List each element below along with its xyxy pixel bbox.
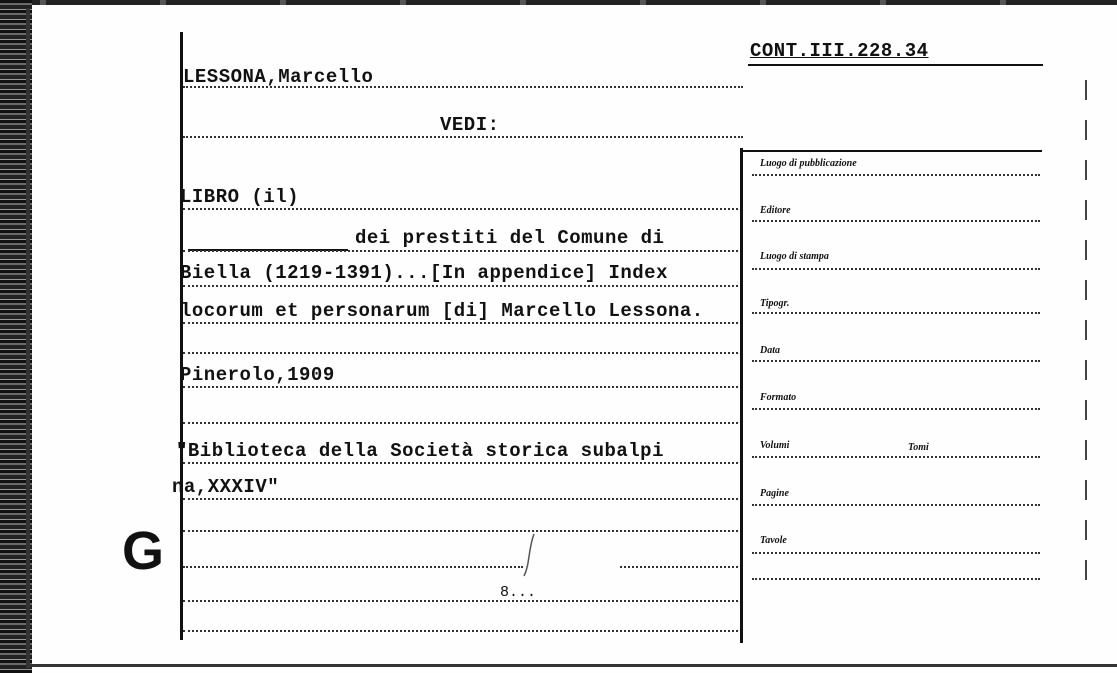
title-line-1: LIBRO (il) — [180, 186, 300, 208]
left-margin-rule — [180, 32, 183, 640]
text-line — [183, 422, 738, 424]
field-luogo-pubblicazione: Luogo di pubblicazione — [760, 158, 857, 169]
field-pagine: Pagine — [760, 488, 789, 499]
field-formato: Formato — [760, 392, 797, 403]
field-line — [752, 504, 1040, 506]
series-line-1: "Biblioteca della Società storica subalpi — [176, 440, 664, 462]
field-luogo-stampa: Luogo di stampa — [760, 251, 829, 262]
author-heading: LESSONA,Marcello — [183, 66, 374, 88]
text-line — [183, 462, 738, 464]
title-line-4: locorum et personarum [di] Marcello Lessona. — [180, 300, 704, 322]
text-line — [620, 566, 738, 568]
pencil-mark: 8... — [500, 584, 537, 601]
text-line — [183, 250, 738, 252]
vedi-label: VEDI: — [440, 114, 500, 136]
text-line — [183, 285, 738, 287]
field-line — [752, 360, 1040, 362]
section-letter: G — [122, 521, 165, 581]
text-line — [183, 352, 738, 354]
card-left-rule — [26, 8, 30, 668]
series-line-2: na,XXXIV" — [172, 476, 280, 498]
place-date: Pinerolo,1909 — [180, 364, 335, 386]
fields-column-rule — [740, 148, 743, 643]
vedi-line — [183, 136, 743, 138]
text-line — [183, 322, 738, 324]
field-volumi: Volumi — [760, 440, 790, 451]
field-tipografo: Tipogr. — [760, 298, 790, 309]
field-line — [752, 552, 1040, 554]
card-bottom-edge — [30, 664, 1117, 667]
text-line — [183, 530, 738, 532]
card-top-edge — [0, 0, 1117, 5]
field-tomi: Tomi — [908, 442, 929, 453]
field-tavole: Tavole — [760, 535, 787, 546]
field-line — [752, 578, 1040, 580]
field-data: Data — [760, 345, 780, 356]
fields-top-rule — [742, 150, 1042, 152]
text-line — [183, 566, 523, 568]
author-line — [183, 86, 743, 88]
text-line — [183, 600, 738, 602]
field-line — [752, 268, 1040, 270]
field-line — [752, 312, 1040, 314]
field-line — [752, 220, 1040, 222]
field-line — [752, 456, 1040, 458]
field-line — [752, 408, 1040, 410]
text-line — [183, 630, 738, 632]
collocation-number: CONT.III.228.34 — [750, 40, 929, 62]
field-line — [752, 174, 1040, 176]
text-line — [183, 498, 738, 500]
card-right-edge — [1085, 80, 1087, 600]
title-line-3: Biella (1219-1391)...[In appendice] Index — [180, 262, 668, 284]
text-line — [183, 208, 738, 210]
field-editore: Editore — [760, 205, 791, 216]
text-line — [183, 386, 738, 388]
title-line-2: dei prestiti del Comune di — [355, 227, 665, 249]
collocation-rule — [748, 64, 1043, 66]
pencil-stroke-icon — [520, 530, 540, 580]
